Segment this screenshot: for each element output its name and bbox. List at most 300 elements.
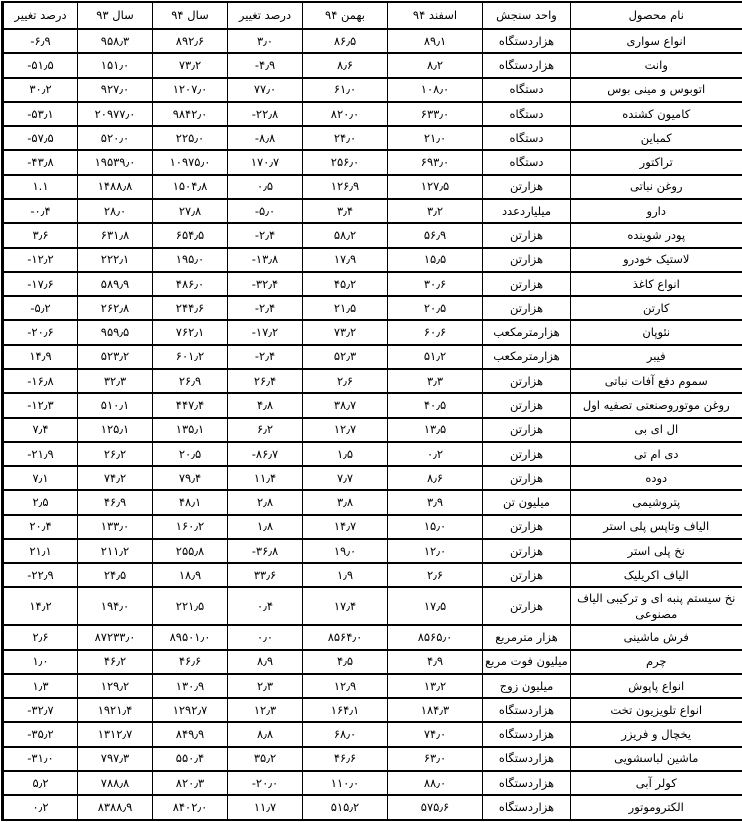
cell-bahman94: ۲۵۶٫۰ [303,150,388,174]
cell-unit: هزارتن [483,393,571,417]
cell-esfand94: ۵۱٫۲ [388,345,483,369]
cell-year93: ۱۹۴٫۰ [78,587,153,625]
cell-unit: هزارتن [483,296,571,320]
cell-pct_change_month: -۲٫۴ [228,223,303,247]
cell-esfand94: ۱۲۷٫۵ [388,175,483,199]
cell-pct_change_year: -۶٫۹ [3,29,78,53]
cell-unit: دستگاه [483,102,571,126]
cell-name: انواع کاغذ [571,272,742,296]
cell-pct_change_month: ۰٫۵ [228,175,303,199]
cell-name: روغن موتوروصنعتی تصفیه اول [571,393,742,417]
cell-bahman94: ۸۶٫۵ [303,29,388,53]
cell-bahman94: ۲٫۶ [303,369,388,393]
cell-pct_change_month: ۰٫۴ [228,587,303,625]
cell-year93: ۸۳۸۸٫۹ [78,795,153,820]
cell-year93: ۲۴٫۵ [78,563,153,587]
cell-year93: ۵۸۹٫۹ [78,272,153,296]
cell-esfand94: ۶۳٫۰ [388,747,483,771]
table-row [3,563,742,587]
cell-pct_change_year: ۰٫۲ [3,795,78,820]
table-row [3,150,742,174]
cell-pct_change_year: ۱٫۰ [3,650,78,674]
table-row [3,248,742,272]
cell-bahman94: ۳٫۸ [303,490,388,514]
cell-bahman94: ۵۲٫۳ [303,345,388,369]
cell-unit: هزارتن [483,272,571,296]
cell-esfand94: ۳٫۳ [388,369,483,393]
cell-year94: ۴۴۷٫۴ [153,393,228,417]
cell-year93: ۷۹۷٫۳ [78,747,153,771]
cell-year94: ۱۶۰٫۲ [153,515,228,539]
cell-esfand94: ۰٫۲ [388,442,483,466]
cell-name: دوده [571,466,742,490]
cell-esfand94: ۱۵٫۰ [388,515,483,539]
cell-pct_change_month: ۱۱٫۴ [228,466,303,490]
cell-esfand94: ۳٫۹ [388,490,483,514]
cell-pct_change_year: ۲۰٫۴ [3,515,78,539]
cell-pct_change_year: -۵۱٫۵ [3,53,78,77]
cell-name: دارو [571,199,742,223]
cell-pct_change_year: ۱۴٫۲ [3,587,78,625]
cell-year94: ۶۵۴٫۵ [153,223,228,247]
header-year-93: سال ۹۳ [78,2,153,29]
cell-bahman94: ۱۷٫۴ [303,587,388,625]
cell-name: نخ سیستم پنبه ای و ترکیبی الیاف مصنوعی [571,587,742,625]
cell-pct_change_month: -۱۷٫۲ [228,320,303,344]
cell-unit: هزاردستگاه [483,795,571,820]
cell-year94: ۲۴۴٫۶ [153,296,228,320]
cell-year93: ۱۴۸۸٫۸ [78,175,153,199]
cell-esfand94: ۷۴٫۰ [388,722,483,746]
cell-year93: ۹۵۸٫۳ [78,29,153,53]
cell-year94: ۱۳۰٫۹ [153,674,228,698]
cell-bahman94: ۱۴٫۷ [303,515,388,539]
cell-esfand94: ۱۸۴٫۳ [388,698,483,722]
cell-bahman94: ۳٫۴ [303,199,388,223]
cell-unit: هزارتن [483,418,571,442]
cell-bahman94: ۷۳٫۲ [303,320,388,344]
table-row [3,78,742,102]
cell-year93: ۳۲٫۳ [78,369,153,393]
cell-pct_change_month: ۲٫۸ [228,490,303,514]
cell-unit: هزاردستگاه [483,722,571,746]
cell-pct_change_month: ۲٫۳ [228,674,303,698]
cell-year94: ۲۷٫۸ [153,199,228,223]
cell-year94: ۱۳۵٫۱ [153,418,228,442]
cell-pct_change_month: -۲۲٫۸ [228,102,303,126]
cell-pct_change_year: -۰٫۴ [3,199,78,223]
cell-year94: ۱۵۰۴٫۸ [153,175,228,199]
cell-unit: هزاردستگاه [483,771,571,795]
cell-year93: ۶۳۱٫۸ [78,223,153,247]
cell-pct_change_year: ۳٫۶ [3,223,78,247]
cell-name: پتروشیمی [571,490,742,514]
cell-year94: ۱۲۰۷٫۰ [153,78,228,102]
table-row [3,650,742,674]
header-bahman-94: بهمن ۹۴ [303,2,388,29]
cell-year94: ۴۶٫۶ [153,650,228,674]
cell-pct_change_year: -۱۶٫۸ [3,369,78,393]
header-measurement-unit: واحد سنجش [483,2,571,29]
cell-bahman94: ۱۲۶٫۹ [303,175,388,199]
cell-name: یخچال و فریزر [571,722,742,746]
cell-unit: هزاردستگاه [483,698,571,722]
cell-year93: ۱۵۱٫۰ [78,53,153,77]
cell-pct_change_year: -۳۱٫۰ [3,747,78,771]
cell-pct_change_month: -۳۲٫۴ [228,272,303,296]
table-row [3,393,742,417]
cell-pct_change_month: ۱۷۰٫۷ [228,150,303,174]
cell-bahman94: ۷٫۷ [303,466,388,490]
cell-pct_change_month: -۵٫۰ [228,199,303,223]
table-row [3,296,742,320]
cell-pct_change_year: ۱۴٫۹ [3,345,78,369]
cell-bahman94: ۱۶۴٫۱ [303,698,388,722]
cell-pct_change_month: -۱۳٫۸ [228,248,303,272]
header-product-name: نام محصول [571,2,742,29]
cell-esfand94: ۱۳٫۵ [388,418,483,442]
cell-unit: هزارمترمکعب [483,320,571,344]
cell-unit: میلیون زوج [483,674,571,698]
cell-unit: هزارتن [483,587,571,625]
cell-name: الیاف وتاپس پلی استر [571,515,742,539]
cell-year94: ۷۹٫۴ [153,466,228,490]
cell-year93: ۷۸۸٫۸ [78,771,153,795]
cell-year93: ۲۶۲٫۸ [78,296,153,320]
cell-name: ال ای بی [571,418,742,442]
cell-name: کارتن [571,296,742,320]
cell-name: تراکتور [571,150,742,174]
cell-year94: ۲۵۵٫۸ [153,539,228,563]
cell-year93: ۱۳۱۲٫۷ [78,722,153,746]
table-row [3,515,742,539]
cell-bahman94: ۱٫۹ [303,563,388,587]
cell-unit: هزارتن [483,442,571,466]
cell-pct_change_year: -۱۲٫۲ [3,248,78,272]
cell-unit: میلیاردعدد [483,199,571,223]
table-row [3,29,742,53]
cell-year94: ۵۵۰٫۴ [153,747,228,771]
cell-esfand94: ۱۰۸٫۰ [388,78,483,102]
cell-name: انواع سواری [571,29,742,53]
cell-pct_change_month: ۲۶٫۴ [228,369,303,393]
table-row [3,539,742,563]
table-row [3,442,742,466]
production-statistics-table [1,1,742,821]
cell-name: کامیون کشنده [571,102,742,126]
header-row [3,2,742,29]
cell-unit: هزارتن [483,563,571,587]
cell-year93: ۲۲۲٫۱ [78,248,153,272]
cell-esfand94: ۶۰٫۶ [388,320,483,344]
table-row [3,175,742,199]
cell-name: وانت [571,53,742,77]
cell-pct_change_year: -۵۷٫۵ [3,126,78,150]
cell-year94: ۸۹۲٫۶ [153,29,228,53]
cell-name: کولر آبی [571,771,742,795]
cell-bahman94: ۱۱۰٫۰ [303,771,388,795]
cell-pct_change_month: ۸٫۸ [228,722,303,746]
cell-year94: ۷۳٫۲ [153,53,228,77]
cell-pct_change_month: -۲۰٫۰ [228,771,303,795]
cell-pct_change_year: ۵٫۲ [3,771,78,795]
cell-pct_change_month: -۲٫۴ [228,345,303,369]
cell-bahman94: ۱۲٫۷ [303,418,388,442]
products-table-body [3,29,742,820]
cell-year93: ۷۴٫۲ [78,466,153,490]
cell-pct_change_year: -۲۰٫۶ [3,320,78,344]
cell-bahman94: ۲۱٫۵ [303,296,388,320]
cell-pct_change_year: ۱٫۳ [3,674,78,698]
cell-unit: هزارتن [483,539,571,563]
cell-year93: ۱۹۵۳۹٫۰ [78,150,153,174]
cell-name: نئوپان [571,320,742,344]
cell-unit: هزارتن [483,466,571,490]
cell-year93: ۲۶٫۲ [78,442,153,466]
cell-year94: ۸۲۰٫۳ [153,771,228,795]
cell-pct_change_month: ۴٫۸ [228,393,303,417]
cell-year93: ۲۱۱٫۲ [78,539,153,563]
cell-year93: ۵۱۰٫۱ [78,393,153,417]
cell-esfand94: ۱۳٫۲ [388,674,483,698]
cell-unit: هزاردستگاه [483,29,571,53]
header-percent-change-year: درصد تغییر [3,2,78,29]
cell-bahman94: ۱٫۵ [303,442,388,466]
cell-year93: ۵۲۰٫۰ [78,126,153,150]
cell-year93: ۴۶٫۹ [78,490,153,514]
table-row [3,771,742,795]
table-row [3,102,742,126]
cell-name: پودر شوینده [571,223,742,247]
cell-name: لاستیک خودرو [571,248,742,272]
cell-year93: ۱۳۳٫۰ [78,515,153,539]
cell-pct_change_year: -۲۱٫۹ [3,442,78,466]
cell-esfand94: ۸٫۲ [388,53,483,77]
header-esfand-94: اسفند ۹۴ [388,2,483,29]
cell-year94: ۲۶٫۹ [153,369,228,393]
cell-esfand94: ۵۷۵٫۶ [388,795,483,820]
cell-year94: ۷۶۲٫۱ [153,320,228,344]
cell-esfand94: ۲٫۶ [388,563,483,587]
cell-pct_change_month: ۶٫۲ [228,418,303,442]
table-row [3,722,742,746]
table-row [3,795,742,820]
cell-name: انواع تلویزیون تخت [571,698,742,722]
cell-pct_change_month: -۸٫۸ [228,126,303,150]
cell-year93: ۱۹۲۱٫۴ [78,698,153,722]
cell-pct_change_month: -۳۶٫۸ [228,539,303,563]
cell-bahman94: ۴۵٫۲ [303,272,388,296]
table-row [3,320,742,344]
cell-bahman94: ۱۲٫۹ [303,674,388,698]
cell-esfand94: ۱۲٫۰ [388,539,483,563]
cell-esfand94: ۴۰٫۵ [388,393,483,417]
cell-bahman94: ۶۸٫۰ [303,722,388,746]
cell-year94: ۲۲۱٫۵ [153,587,228,625]
cell-esfand94: ۱۷٫۵ [388,587,483,625]
cell-bahman94: ۸۵۶۴٫۰ [303,625,388,649]
cell-unit: دستگاه [483,126,571,150]
table-row [3,199,742,223]
cell-year94: ۴۸٫۱ [153,490,228,514]
cell-name: سموم دفع آفات نباتی [571,369,742,393]
cell-name: اتوبوس و مینی بوس [571,78,742,102]
cell-pct_change_month: -۴٫۹ [228,53,303,77]
cell-esfand94: ۲۰٫۵ [388,296,483,320]
cell-name: دی ام تی [571,442,742,466]
table-row [3,674,742,698]
cell-year94: ۱۸٫۹ [153,563,228,587]
cell-pct_change_year: -۵۳٫۱ [3,102,78,126]
cell-pct_change_month: -۸۶٫۷ [228,442,303,466]
table-row [3,369,742,393]
cell-unit: هزار مترمربع [483,625,571,649]
header-year-94: سال ۹۴ [153,2,228,29]
table-row [3,345,742,369]
cell-year93: ۲۸٫۰ [78,199,153,223]
cell-year94: ۸۴۹٫۹ [153,722,228,746]
cell-pct_change_month: ۳۵٫۲ [228,747,303,771]
cell-pct_change_month: ۷۷٫۰ [228,78,303,102]
cell-unit: هزارتن [483,223,571,247]
cell-pct_change_year: ۷٫۴ [3,418,78,442]
cell-unit: دستگاه [483,78,571,102]
cell-unit: میلیون تن [483,490,571,514]
cell-esfand94: ۱۵٫۵ [388,248,483,272]
cell-pct_change_month: ۱٫۸ [228,515,303,539]
cell-unit: هزاردستگاه [483,747,571,771]
cell-pct_change_year: -۱۷٫۶ [3,272,78,296]
cell-pct_change_year: -۳۲٫۷ [3,698,78,722]
cell-esfand94: ۳۰٫۶ [388,272,483,296]
cell-esfand94: ۸۵۶۵٫۰ [388,625,483,649]
cell-pct_change_year: -۴۳٫۸ [3,150,78,174]
cell-bahman94: ۳۸٫۷ [303,393,388,417]
cell-year94: ۱۲۹۲٫۷ [153,698,228,722]
cell-esfand94: ۸۹٫۱ [388,29,483,53]
cell-year94: ۱۰۹۷۵٫۰ [153,150,228,174]
table-row [3,272,742,296]
cell-bahman94: ۸٫۶ [303,53,388,77]
cell-year93: ۸۷۲۳۳٫۰ [78,625,153,649]
cell-bahman94: ۲۴٫۰ [303,126,388,150]
cell-pct_change_month: ۰٫۰ [228,625,303,649]
table-row [3,466,742,490]
cell-year94: ۴۸۶٫۰ [153,272,228,296]
cell-pct_change_month: ۳٫۰ [228,29,303,53]
table-row [3,126,742,150]
cell-pct_change_year: -۲۲٫۹ [3,563,78,587]
cell-name: انواع پاپوش [571,674,742,698]
cell-pct_change_year: ۲٫۶ [3,625,78,649]
cell-year93: ۱۲۹٫۲ [78,674,153,698]
cell-esfand94: ۲۱٫۰ [388,126,483,150]
cell-unit: هزارتن [483,369,571,393]
cell-pct_change_month: ۱۲٫۳ [228,698,303,722]
cell-year93: ۲۰۹۷۷٫۰ [78,102,153,126]
table-row [3,490,742,514]
cell-pct_change_month: ۸٫۹ [228,650,303,674]
cell-year94: ۲۲۵٫۰ [153,126,228,150]
table-row [3,625,742,649]
cell-bahman94: ۴۶٫۶ [303,747,388,771]
cell-year93: ۹۵۹٫۵ [78,320,153,344]
cell-pct_change_year: ۷٫۱ [3,466,78,490]
cell-year94: ۸۴۰۲٫۰ [153,795,228,820]
header-percent-change-month: درصد تغییر [228,2,303,29]
cell-pct_change_month: ۳۳٫۶ [228,563,303,587]
cell-esfand94: ۶۹۳٫۰ [388,150,483,174]
cell-name: الکتروموتور [571,795,742,820]
cell-pct_change_year: -۳۵٫۲ [3,722,78,746]
cell-unit: هزارتن [483,175,571,199]
cell-unit: هزارتن [483,248,571,272]
cell-pct_change_year: -۵٫۲ [3,296,78,320]
cell-year94: ۶۰۱٫۲ [153,345,228,369]
cell-name: چرم [571,650,742,674]
table-row [3,223,742,247]
cell-pct_change_year: -۱۲٫۳ [3,393,78,417]
cell-pct_change_year: ۲٫۵ [3,490,78,514]
table-row [3,53,742,77]
cell-bahman94: ۵۸٫۲ [303,223,388,247]
cell-esfand94: ۶۳۳٫۰ [388,102,483,126]
cell-name: ماشین لباسشویی [571,747,742,771]
cell-unit: هزاردستگاه [483,53,571,77]
cell-bahman94: ۱۷٫۹ [303,248,388,272]
table-row [3,698,742,722]
cell-esfand94: ۸٫۶ [388,466,483,490]
cell-bahman94: ۱۹٫۰ [303,539,388,563]
table-row [3,747,742,771]
cell-name: فرش ماشینی [571,625,742,649]
table-row [3,418,742,442]
cell-esfand94: ۵۶٫۹ [388,223,483,247]
cell-year94: ۲۰٫۵ [153,442,228,466]
cell-unit: میلیون فوت مربع [483,650,571,674]
cell-year93: ۵۲۳٫۲ [78,345,153,369]
cell-esfand94: ۸۸٫۰ [388,771,483,795]
cell-name: نخ پلی استر [571,539,742,563]
cell-year93: ۱۲۵٫۱ [78,418,153,442]
cell-pct_change_year: ۲۱٫۱ [3,539,78,563]
cell-bahman94: ۸۲۰٫۰ [303,102,388,126]
cell-pct_change_year: ۱.۱ [3,175,78,199]
cell-year94: ۸۹۵۰۱٫۰ [153,625,228,649]
cell-bahman94: ۵۱۵٫۲ [303,795,388,820]
cell-pct_change_month: -۲٫۴ [228,296,303,320]
cell-unit: هزارمترمکعب [483,345,571,369]
cell-pct_change_month: ۱۱٫۷ [228,795,303,820]
cell-year93: ۴۶٫۲ [78,650,153,674]
cell-esfand94: ۳٫۲ [388,199,483,223]
cell-esfand94: ۴٫۹ [388,650,483,674]
cell-year94: ۱۹۵٫۰ [153,248,228,272]
cell-bahman94: ۶۱٫۰ [303,78,388,102]
cell-pct_change_year: ۳۰٫۲ [3,78,78,102]
cell-year94: ۹۸۴۲٫۰ [153,102,228,126]
cell-name: کمباین [571,126,742,150]
table-header [3,2,742,29]
cell-unit: دستگاه [483,150,571,174]
cell-name: فیبر [571,345,742,369]
cell-unit: هزارتن [483,515,571,539]
cell-name: روغن نباتی [571,175,742,199]
cell-bahman94: ۴٫۵ [303,650,388,674]
cell-year93: ۹۲۷٫۰ [78,78,153,102]
cell-name: الیاف اکریلیک [571,563,742,587]
table-row [3,587,742,625]
